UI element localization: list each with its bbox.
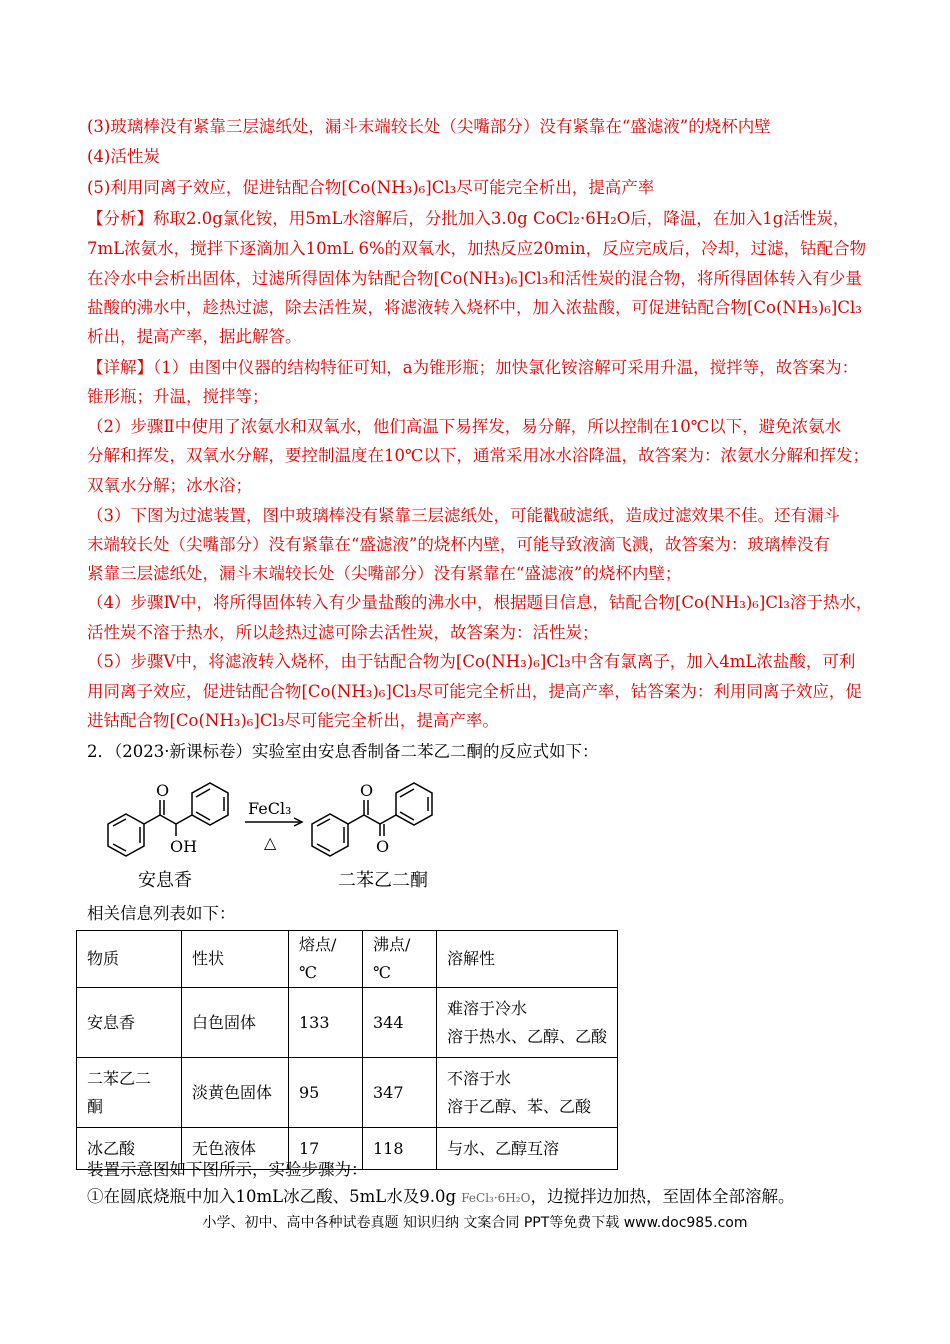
table-cell: [437, 1058, 618, 1128]
table-cell: 淡黄色固体: [182, 1058, 289, 1128]
detail-line: 末端较长处（尖嘴部分）没有紧靠在“盛滤液”的烧杯内壁，可能导致液滴飞溅，故答案为：玻璃棒没有: [87, 535, 830, 554]
page-footer: 小学、初中、高中各种试卷真题 知识归纳 文案合同 PPT等免费下载 www.doc985.com: [202, 1215, 748, 1231]
table-cell: 95: [289, 1058, 363, 1128]
benzene-ring-icon: [312, 814, 348, 856]
analysis-line: 盐酸的沸水中，趁热过滤，除去活性炭，将滤液转入烧杯中，加入浓盐酸，可促进钴配合物[Co(NH₃)₆]Cl₃: [87, 298, 862, 317]
detail-line: 用同离子效应，促进钴配合物[Co(NH₃)₆]Cl₃尽可能完全析出，提高产率，钴答案为：利用同离子效应，促: [87, 682, 862, 701]
detail-line: 双氧水分解；冰水浴；: [87, 476, 252, 495]
detail-line: （3）下图为过滤装置，图中玻璃棒没有紧靠三层滤纸处，可能戳破滤纸，造成过滤效果不佳。还有漏斗: [87, 506, 840, 525]
hydroxyl-label: OH: [170, 837, 198, 856]
analysis-line: 【分析】称取2.0g氯化铵，用5mL水溶解后，分批加入3.0g CoCl₂·6H₂O后，降温，在加入1g活性炭，: [87, 209, 850, 228]
table-cell: 344: [363, 988, 437, 1058]
table-header: 溶解性: [437, 931, 618, 988]
table-cell: 冰乙酸: [77, 1128, 182, 1170]
table-cell: 347: [363, 1058, 437, 1128]
oxygen-label: O: [360, 781, 374, 800]
answer-5: (5)利用同离子效应，促进钴配合物[Co(NH₃)₆]Cl₃尽可能完全析出，提高产率: [87, 178, 655, 197]
table-row: [77, 988, 618, 1058]
answer-4: (4)活性炭: [87, 147, 160, 166]
solubility-line: 溶于乙醇、苯、乙酸: [447, 1096, 592, 1116]
detail-line: 进钴配合物[Co(NH₃)₆]Cl₃尽可能完全析出，提高产率。: [87, 711, 499, 730]
detail-line: 分解和挥发，双氧水分解，要控制温度在10℃以下，通常采用冰水浴降温，故答案为：浓氨水分解和挥发；: [87, 446, 869, 465]
analysis-line: 析出，提高产率，据此解答。: [87, 327, 302, 346]
table-cell: 133: [289, 988, 363, 1058]
table-cell: [77, 1058, 182, 1128]
step-1-text: ①在圆底烧瓶中加入10mL冰乙酸、5mL水及9.0g: [87, 1187, 457, 1206]
reagent-label: FeCl₃: [248, 799, 292, 818]
substance-name-line: 二苯乙二: [87, 1068, 152, 1088]
table-header: 物质: [77, 931, 182, 988]
reaction-scheme: [80, 778, 480, 896]
table-header: 性状: [182, 931, 289, 988]
solubility-line: 不溶于水: [447, 1068, 512, 1088]
properties-table: [76, 930, 618, 1170]
substance-name-line: 酮: [87, 1096, 104, 1116]
detail-line: （2）步骤Ⅱ中使用了浓氨水和双氧水，他们高温下易挥发，易分解，所以控制在10℃以下，避免浓氨水: [87, 417, 842, 436]
table-cell: 与水、乙醇互溶: [437, 1128, 618, 1170]
table-row: [77, 1058, 618, 1128]
table-cell: 无色液体: [182, 1128, 289, 1170]
detail-line: （4）步骤Ⅳ中，将所得固体转入有少量盐酸的沸水中，根据题目信息，钴配合物[Co(NH₃)₆]Cl₃溶于热水，: [87, 593, 873, 612]
detail-line: 锥形瓶；升温，搅拌等；: [87, 387, 269, 406]
apparatus-intro: 装置示意图如下图所示，实验步骤为：: [87, 1160, 368, 1179]
product-name: 二苯乙二酮: [338, 870, 428, 891]
table-header-row: [77, 931, 618, 988]
analysis-line: 7mL浓氨水，搅拌下逐滴加入10mL 6%的双氧水，加热反应20min，反应完成后，冷却，过滤，钴配合物: [87, 239, 867, 258]
table-cell: 安息香: [77, 988, 182, 1058]
analysis-line: 在冷水中会析出固体，过滤所得固体为钴配合物[Co(NH₃)₆]Cl₃和活性炭的混合物，将所得固体转入有少量: [87, 269, 862, 288]
detail-line: 紧靠三层滤纸处，漏斗末端较长处（尖嘴部分）没有紧靠在“盛滤液”的烧杯内壁；: [87, 564, 682, 583]
heat-symbol: △: [264, 833, 277, 852]
table-header: 沸点/℃: [363, 931, 437, 988]
detail-line: 【详解】（1）由图中仪器的结构特征可知，a为锥形瓶；加快氯化铵溶解可采用升温，搅拌等，故答案为：: [87, 358, 859, 377]
detail-line: （5）步骤Ⅴ中，将滤液转入烧杯，由于钴配合物为[Co(NH₃)₆]Cl₃中含有氯离子，加入4mL浓盐酸，可利: [87, 652, 856, 671]
benzene-ring-icon: [108, 814, 144, 856]
table-cell: 17: [289, 1128, 363, 1170]
answer-3: (3)玻璃棒没有紧靠三层滤纸处，漏斗末端较长处（尖嘴部分）没有紧靠在“盛滤液”的烧杯内壁: [87, 117, 771, 136]
reactant-name: 安息香: [138, 870, 192, 891]
step-1: [87, 1186, 794, 1209]
question-2-intro: 2．（2023·新课标卷）实验室由安息香制备二苯乙二酮的反应式如下：: [87, 742, 599, 761]
table-cell: 118: [363, 1128, 437, 1170]
step-1-formula: FeCl₃·6H₂O: [461, 1191, 531, 1205]
oxygen-label: O: [376, 837, 390, 856]
detail-line: 活性炭不溶于热水，所以趁热过滤可除去活性炭，故答案为：活性炭；: [87, 623, 599, 642]
solubility-line: 难溶于冷水: [447, 998, 528, 1018]
step-1-text-end: ，边搅拌边加热，至固体全部溶解。: [530, 1187, 795, 1206]
solubility-line: 溶于热水、乙醇、乙酸: [447, 1026, 608, 1046]
table-header: 熔点/℃: [289, 931, 363, 988]
table-intro: 相关信息列表如下：: [87, 904, 236, 923]
table-cell: [437, 988, 618, 1058]
table-cell: 白色固体: [182, 988, 289, 1058]
oxygen-label: O: [156, 781, 170, 800]
